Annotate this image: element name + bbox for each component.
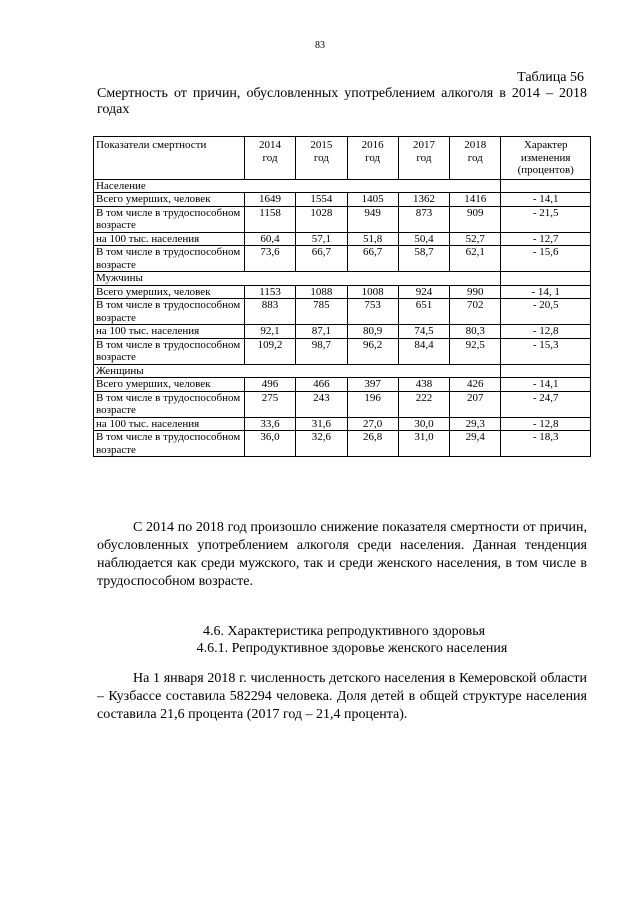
value-cell: 438 — [398, 378, 449, 392]
value-cell: 1153 — [244, 285, 295, 299]
value-cell: 27,0 — [347, 417, 398, 431]
value-cell: 92,5 — [450, 338, 501, 364]
value-cell: 31,0 — [398, 431, 449, 457]
change-cell: - 24,7 — [501, 391, 591, 417]
value-cell: 397 — [347, 378, 398, 392]
table-row — [94, 299, 591, 325]
row-label: В том числе в трудоспособном возрасте — [94, 206, 245, 232]
change-cell: - 18,3 — [501, 431, 591, 457]
header-change: Характер изменения (процентов) — [501, 137, 591, 180]
value-cell: 109,2 — [244, 338, 295, 364]
value-cell: 29,3 — [450, 417, 501, 431]
change-cell: - 12,7 — [501, 232, 591, 246]
paragraph-child-population: На 1 января 2018 г. численность детского населения в Кемеровской области – Кузбассе составила 582294 человека. Доля детей в общей структуре населения составила 21,6 процента (2017 год – 21,4 процента). — [97, 671, 587, 722]
value-cell: 873 — [398, 206, 449, 232]
value-cell: 73,6 — [244, 246, 295, 272]
change-cell: - 12,8 — [501, 325, 591, 339]
row-label: на 100 тыс. населения — [94, 417, 245, 431]
value-cell: 1416 — [450, 193, 501, 207]
table-row — [94, 285, 591, 299]
value-cell: 990 — [450, 285, 501, 299]
mortality-table — [93, 136, 591, 457]
change-cell: - 14,1 — [501, 193, 591, 207]
section-spacer — [244, 364, 500, 378]
table-row — [94, 431, 591, 457]
value-cell: 30,0 — [398, 417, 449, 431]
value-cell: 1008 — [347, 285, 398, 299]
value-cell: 496 — [244, 378, 295, 392]
section-row — [94, 179, 591, 193]
change-cell: - 21,5 — [501, 206, 591, 232]
section-title: Женщины — [94, 364, 245, 378]
value-cell: 651 — [398, 299, 449, 325]
section-spacer — [501, 179, 591, 193]
value-cell: 222 — [398, 391, 449, 417]
table-row — [94, 206, 591, 232]
value-cell: 92,1 — [244, 325, 295, 339]
change-cell: - 15,3 — [501, 338, 591, 364]
row-label: В том числе в трудоспособном возрасте — [94, 431, 245, 457]
section-row — [94, 364, 591, 378]
value-cell: 87,1 — [296, 325, 347, 339]
page-number: 83 — [315, 40, 325, 51]
row-label: В том числе в трудоспособном возрасте — [94, 391, 245, 417]
value-cell: 36,0 — [244, 431, 295, 457]
row-label: Всего умерших, человек — [94, 378, 245, 392]
value-cell: 207 — [450, 391, 501, 417]
value-cell: 466 — [296, 378, 347, 392]
value-cell: 57,1 — [296, 232, 347, 246]
section-spacer — [501, 364, 591, 378]
value-cell: 96,2 — [347, 338, 398, 364]
row-label: В том числе в трудоспособном возрасте — [94, 299, 245, 325]
value-cell: 1088 — [296, 285, 347, 299]
value-cell: 909 — [450, 206, 501, 232]
section-spacer — [501, 272, 591, 286]
paragraph-mortality-summary: С 2014 по 2018 год произошло снижение показателя смертности от причин, обусловленных употреблением алкоголя среди населения. Данная тенденция наблюдается как среди мужского, так и среди женского населения, в том числе в трудоспособном возрасте. — [97, 520, 587, 589]
section-spacer — [244, 179, 500, 193]
table-label: Таблица 56 — [517, 70, 584, 85]
value-cell: 196 — [347, 391, 398, 417]
table-header-row — [94, 137, 591, 180]
value-cell: 753 — [347, 299, 398, 325]
section-row — [94, 272, 591, 286]
change-cell: - 12,8 — [501, 417, 591, 431]
value-cell: 80,9 — [347, 325, 398, 339]
value-cell: 80,3 — [450, 325, 501, 339]
table-row — [94, 391, 591, 417]
value-cell: 1649 — [244, 193, 295, 207]
value-cell: 52,7 — [450, 232, 501, 246]
value-cell: 60,4 — [244, 232, 295, 246]
header-year: 2018 год — [450, 137, 501, 180]
change-cell: - 15,6 — [501, 246, 591, 272]
table-row — [94, 378, 591, 392]
row-label: Всего умерших, человек — [94, 285, 245, 299]
value-cell: 1362 — [398, 193, 449, 207]
value-cell: 275 — [244, 391, 295, 417]
value-cell: 243 — [296, 391, 347, 417]
row-label: на 100 тыс. населения — [94, 232, 245, 246]
value-cell: 949 — [347, 206, 398, 232]
value-cell: 50,4 — [398, 232, 449, 246]
subsection-heading: 4.6.1. Репродуктивное здоровье женского населения — [196, 641, 508, 656]
value-cell: 1554 — [296, 193, 347, 207]
table-row — [94, 246, 591, 272]
value-cell: 1158 — [244, 206, 295, 232]
value-cell: 98,7 — [296, 338, 347, 364]
value-cell: 66,7 — [347, 246, 398, 272]
table-row — [94, 232, 591, 246]
value-cell: 74,5 — [398, 325, 449, 339]
change-cell: - 20,5 — [501, 299, 591, 325]
value-cell: 883 — [244, 299, 295, 325]
value-cell: 31,6 — [296, 417, 347, 431]
change-cell: - 14, 1 — [501, 285, 591, 299]
row-label: В том числе в трудоспособном возрасте — [94, 246, 245, 272]
value-cell: 785 — [296, 299, 347, 325]
table-row — [94, 338, 591, 364]
value-cell: 702 — [450, 299, 501, 325]
section-spacer — [244, 272, 500, 286]
change-cell: - 14,1 — [501, 378, 591, 392]
row-label: на 100 тыс. населения — [94, 325, 245, 339]
value-cell: 1028 — [296, 206, 347, 232]
table-row — [94, 325, 591, 339]
value-cell: 84,4 — [398, 338, 449, 364]
value-cell: 58,7 — [398, 246, 449, 272]
value-cell: 33,6 — [244, 417, 295, 431]
table-row — [94, 193, 591, 207]
header-year: 2016 год — [347, 137, 398, 180]
header-indicator: Показатели смертности — [94, 137, 245, 180]
header-year: 2017 год — [398, 137, 449, 180]
section-title: Население — [94, 179, 245, 193]
value-cell: 924 — [398, 285, 449, 299]
value-cell: 426 — [450, 378, 501, 392]
section-title: Мужчины — [94, 272, 245, 286]
header-year: 2015 год — [296, 137, 347, 180]
value-cell: 66,7 — [296, 246, 347, 272]
value-cell: 62,1 — [450, 246, 501, 272]
value-cell: 1405 — [347, 193, 398, 207]
value-cell: 51,8 — [347, 232, 398, 246]
section-heading: 4.6. Характеристика репродуктивного здоровья — [202, 624, 486, 639]
table-title: Смертность от причин, обусловленных употреблением алкоголя в 2014 – 2018 годах — [97, 86, 587, 117]
row-label: Всего умерших, человек — [94, 193, 245, 207]
table-row — [94, 417, 591, 431]
value-cell: 29,4 — [450, 431, 501, 457]
row-label: В том числе в трудоспособном возрасте — [94, 338, 245, 364]
header-year: 2014 год — [244, 137, 295, 180]
value-cell: 32,6 — [296, 431, 347, 457]
value-cell: 26,8 — [347, 431, 398, 457]
